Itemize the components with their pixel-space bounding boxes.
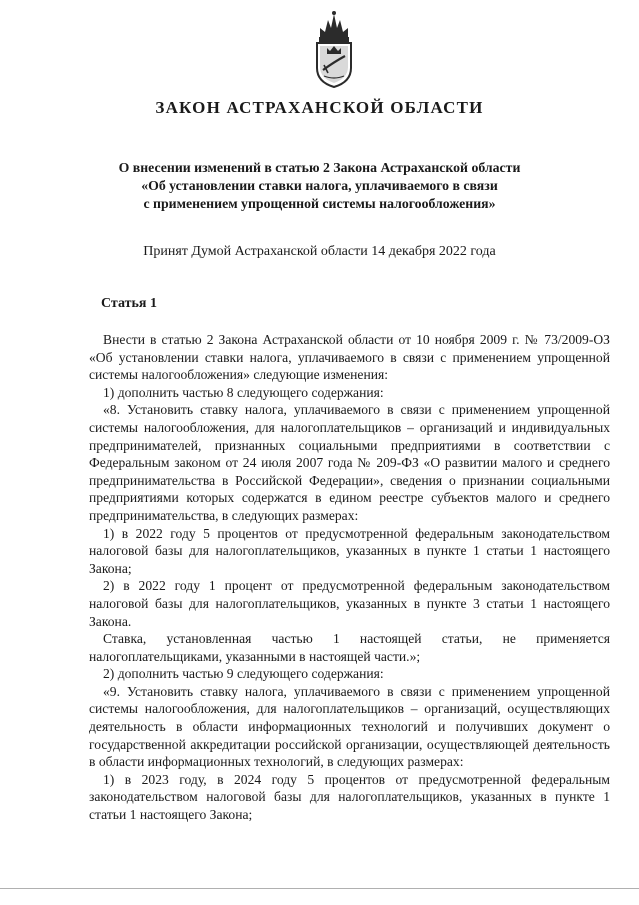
subtitle-line: «Об установлении ставки налога, уплачиваемого в связи [141,178,498,193]
paragraph: Ставка, установленная частью 1 настоящей статьи, не применяется налогоплательщиками, указанными в настоящей части.»; [89,631,610,664]
paragraph: 1) в 2023 году, в 2024 году 5 процентов от предусмотренной федеральным законодательством налоговой базы для налогоплательщиков, указанных в пункте 1 статьи 1 настоящего Закона; [89,771,610,823]
subtitle-line: О внесении изменений в статью 2 Закона Астраханской области [118,160,521,175]
article-heading: Статья 1 [101,296,157,311]
law-title: ЗАКОН АСТРАХАНСКОЙ ОБЛАСТИ [155,98,484,117]
coat-of-arms-icon [312,10,356,88]
paragraph: «8. Установить ставку налога, уплачиваемого в связи с применением упрощенной системы налогообложения, для налогоплательщиков – организаций и индивидуальных предпринимателей, признанных социальными предприятиями в соответствии с Федеральным законом от 24 июля 2007 года № 209-ФЗ «О развитии малого и среднего предпринимательства в Российской Федерации», сведения о признании социальными предприятиями которых содержатся в едином реестре субъектов малого и среднего предпринимательства, в следующих размерах: [89,402,610,523]
paragraph: «9. Установить ставку налога, уплачиваемого в связи с применением упрощенной системы налогообложения, для налогоплательщиков – организаций, осуществляющих деятельность в области информационных технологий и получивших документ о государственной аккредитации российской организации, осуществляющей деятельность в области информационных технологий, в следующих размерах: [89,683,610,770]
law-subtitle [60,159,579,213]
paragraph: 2) в 2022 году 1 процент от предусмотренной федеральным законодательством налоговой базы для налогоплательщиков, указанных в пункте 3 статьи 1 настоящего Закона. [89,578,610,629]
paragraph: 2) дополнить частью 9 следующего содержания: [103,666,384,682]
subtitle-line: с применением упрощенной системы налогообложения» [143,196,496,211]
article-body [89,331,610,824]
adoption-note: Принят Думой Астраханской области 14 декабря 2022 года [143,244,496,259]
paragraph: Внести в статью 2 Закона Астраханской области от 10 ноября 2009 г. № 73/2009-ОЗ «Об установлении ставки налога, уплачиваемого в связи с применением упрощенной системы налогообложения» следующие изменения: [89,332,610,383]
paragraph: 1) в 2022 году 5 процентов от предусмотренной федеральным законодательством налоговой базы для налогоплательщиков, указанных в пункте 1 статьи 1 настоящего Закона; [89,525,610,576]
paragraph: 1) дополнить частью 8 следующего содержания: [103,384,384,400]
page-bottom-divider [0,888,639,889]
